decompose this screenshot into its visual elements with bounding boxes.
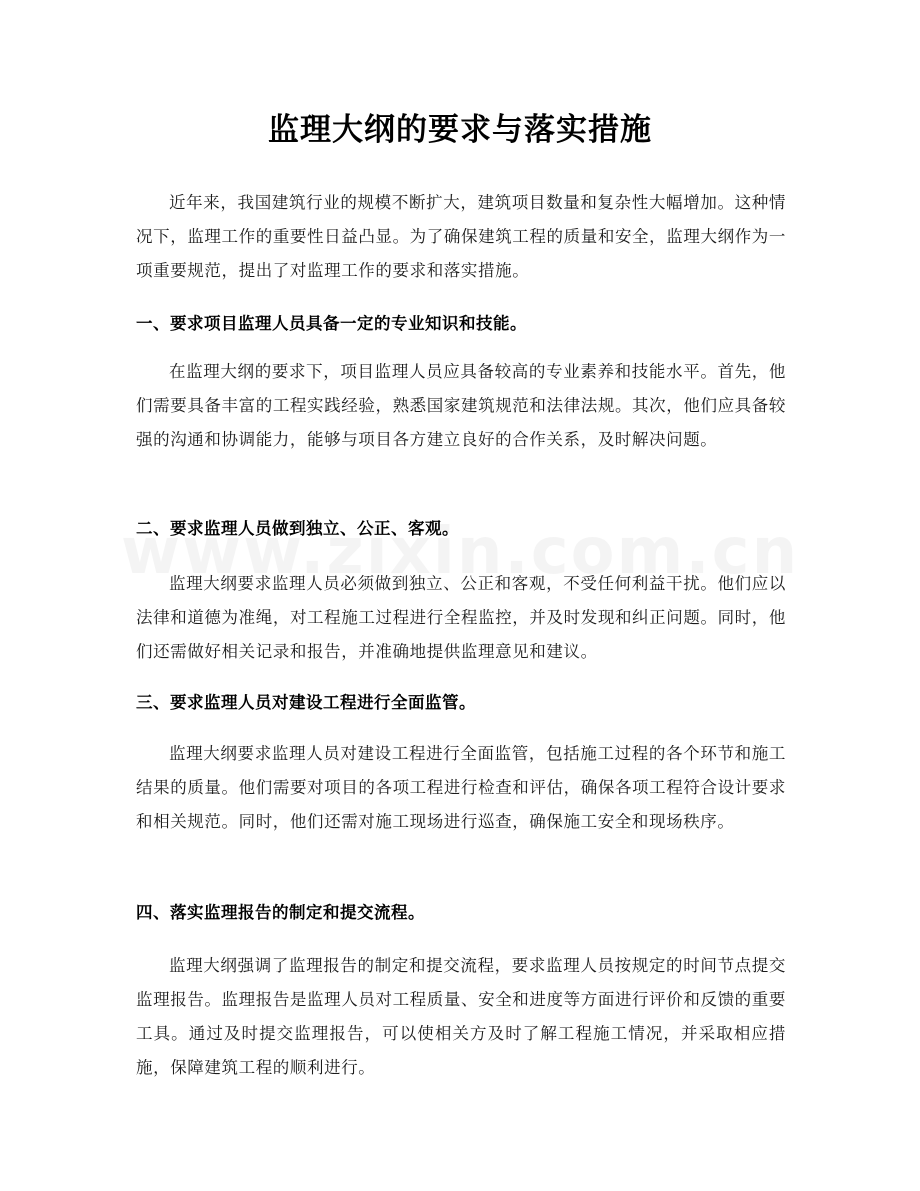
document-title: 监理大纲的要求与落实措施 bbox=[268, 112, 652, 148]
intro-paragraph: 近年来，我国建筑行业的规模不断扩大，建筑项目数量和复杂性大幅增加。这种情况下，监理工作的重要性日益凸显。为了确保建筑工程的质量和安全，监理大纲作为一项重要规范，提出了对监理工作的要求和落实措施。 bbox=[136, 193, 786, 280]
section-1-paragraph: 在监理大纲的要求下，项目监理人员应具备较高的专业素养和技能水平。首先，他们需要具备丰富的工程实践经验，熟悉国家建筑规范和法律法规。其次，他们应具备较强的沟通和协调能力，能够与项目各方建立良好的合作关系，及时解决问题。 bbox=[136, 362, 786, 449]
section-2-heading: 二、要求监理人员做到独立、公正、客观。 bbox=[136, 519, 459, 538]
section-1-heading: 一、要求项目监理人员具备一定的专业知识和技能。 bbox=[136, 314, 527, 333]
section-4-heading: 四、落实监理报告的制定和提交流程。 bbox=[136, 903, 425, 922]
section-3-heading: 三、要求监理人员对建设工程进行全面监管。 bbox=[136, 693, 476, 712]
section-3-paragraph: 监理大纲要求监理人员对建设工程进行全面监管，包括施工过程的各个环节和施工结果的质量。他们需要对项目的各项工程进行检查和评估，确保各项工程符合设计要求和相关规范。同时，他们还需对施工现场进行巡查，确保施工安全和现场秩序。 bbox=[136, 744, 786, 831]
section-4-paragraph: 监理大纲强调了监理报告的制定和提交流程，要求监理人员按规定的时间节点提交监理报告。监理报告是监理人员对工程质量、安全和进度等方面进行评价和反馈的重要工具。通过及时提交监理报告，可以使相关方及时了解工程施工情况，并采取相应措施，保障建筑工程的顺利进行。 bbox=[136, 956, 786, 1077]
section-2-paragraph: 监理大纲要求监理人员必须做到独立、公正和客观，不受任何利益干扰。他们应以法律和道德为准绳，对工程施工过程进行全程监控，并及时发现和纠正问题。同时，他们还需做好相关记录和报告，并准确地提供监理意见和建议。 bbox=[136, 574, 786, 661]
